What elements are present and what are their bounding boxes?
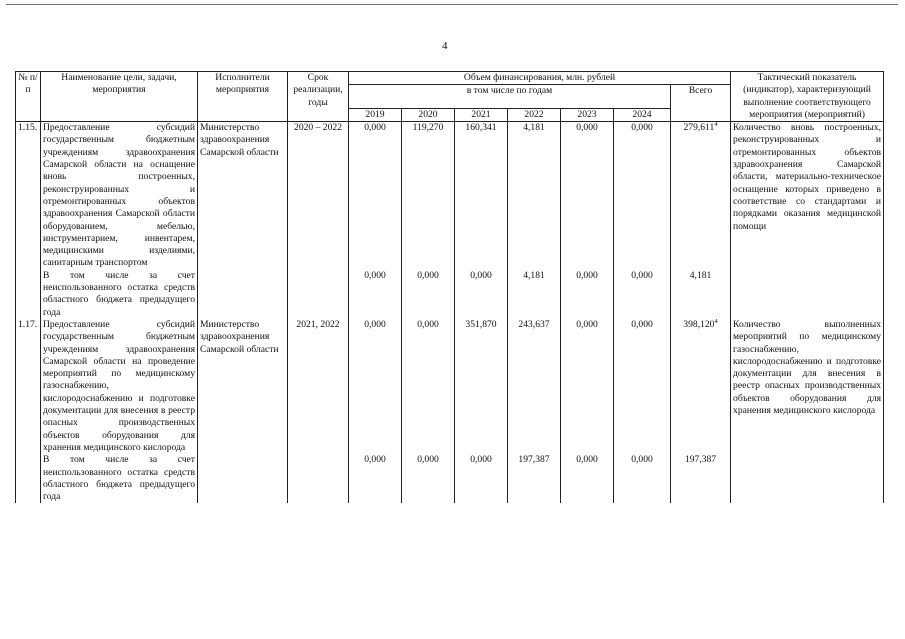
header-financing: Объем финансирования, млн. рублей bbox=[349, 72, 731, 85]
header-name: Наименование цели, задачи, мероприятия bbox=[41, 72, 198, 122]
row-value-2021: 0,000 bbox=[455, 454, 508, 503]
row-name: В том числе за счет неиспользованного остатка средств областного бюджета предыдущего года bbox=[41, 270, 198, 319]
header-executor: Исполнители мероприятия bbox=[198, 72, 288, 122]
row-value-2024: 0,000 bbox=[614, 319, 671, 454]
row-num: 1.17. bbox=[16, 319, 41, 454]
row-value-2024: 0,000 bbox=[614, 454, 671, 503]
row-total-value: 398,120 bbox=[683, 318, 715, 330]
row-indicator: Количество вновь построенных, реконструированных и отремонтированных объектов здравоохранения Самарской области, материально-техническое оснащение которых приведено в соответствие со стандартами и порядками оказания медицинской помощи bbox=[731, 122, 884, 270]
row-total bbox=[671, 270, 731, 319]
row-value-2019: 0,000 bbox=[349, 270, 402, 319]
header-year-2019: 2019 bbox=[349, 108, 402, 121]
row-executor: Министерство здравоохранения Самарской области bbox=[198, 122, 288, 270]
row-executor: Министерство здравоохранения Самарской области bbox=[198, 319, 288, 454]
row-indicator bbox=[731, 270, 884, 319]
row-num bbox=[16, 270, 41, 319]
row-name: Предоставление субсидий государственным бюджетным учреждениям здравоохранения Самарской области на оснащение вновь построенных, реконструированных и отремонтированных объектов здравоохранения Самарской области оборудованием, мебелью, инструментарием, инвентарем, медицинскими изделиями, санитарным транспортом bbox=[41, 122, 198, 270]
row-value-2023: 0,000 bbox=[561, 122, 614, 270]
row-value-2019: 0,000 bbox=[349, 319, 402, 454]
row-executor bbox=[198, 270, 288, 319]
header-total: Всего bbox=[671, 85, 731, 122]
row-value-2022: 197,387 bbox=[508, 454, 561, 503]
row-value-2021: 351,870 bbox=[455, 319, 508, 454]
row-value-2019: 0,000 bbox=[349, 122, 402, 270]
header-indicator: Тактический показатель (индикатор), характеризующий выполнение соответствующего мероприятия (мероприятий) bbox=[731, 72, 884, 122]
row-term bbox=[288, 454, 349, 503]
row-term: 2021, 2022 bbox=[288, 319, 349, 454]
row-total bbox=[671, 319, 731, 454]
row-total bbox=[671, 122, 731, 270]
header-year-2024: 2024 bbox=[614, 108, 671, 121]
header-num: № п/п bbox=[16, 72, 41, 122]
row-value-2021: 160,341 bbox=[455, 122, 508, 270]
row-num bbox=[16, 454, 41, 503]
header-term: Срок реализации, годы bbox=[288, 72, 349, 122]
table-row bbox=[16, 319, 884, 454]
header-by-years: в том числе по годам bbox=[349, 85, 671, 109]
header-year-2023: 2023 bbox=[561, 108, 614, 121]
footnote-mark: 4 bbox=[714, 317, 718, 325]
row-total-value: 197,387 bbox=[684, 454, 717, 466]
row-term: 2020 – 2022 bbox=[288, 122, 349, 270]
financing-table bbox=[15, 71, 884, 503]
row-name: В том числе за счет неиспользованного остатка средств областного бюджета предыдущего года bbox=[41, 454, 198, 503]
row-total-value: 4,181 bbox=[689, 269, 712, 281]
row-value-2024: 0,000 bbox=[614, 270, 671, 319]
page-number: 4 bbox=[442, 40, 448, 52]
row-value-2023: 0,000 bbox=[561, 454, 614, 503]
table-row bbox=[16, 122, 884, 270]
row-num: 1.15. bbox=[16, 122, 41, 270]
row-value-2023: 0,000 bbox=[561, 319, 614, 454]
row-name: Предоставление субсидий государственным бюджетным учреждениям здравоохранения Самарской области на проведение мероприятий по медицинскому газоснабжению, кислородоснабжению и подготовке документации для внесения в реестр опасных производственных объектов оборудования для хранения медицинского кислорода bbox=[41, 319, 198, 454]
row-value-2020: 0,000 bbox=[402, 270, 455, 319]
row-value-2020: 0,000 bbox=[402, 454, 455, 503]
row-value-2022: 4,181 bbox=[508, 270, 561, 319]
table-row bbox=[16, 270, 884, 319]
row-value-2020: 0,000 bbox=[402, 319, 455, 454]
row-value-2024: 0,000 bbox=[614, 122, 671, 270]
row-value-2022: 4,181 bbox=[508, 122, 561, 270]
row-indicator bbox=[731, 454, 884, 503]
row-value-2022: 243,637 bbox=[508, 319, 561, 454]
row-indicator: Количество выполненных мероприятий по медицинскому газоснабжению, кислородоснабжению и подготовке документации для внесения в реестр опасных производственных объектов оборудования для хранения медицинского кислорода bbox=[731, 319, 884, 454]
row-value-2023: 0,000 bbox=[561, 270, 614, 319]
header-year-2020: 2020 bbox=[402, 108, 455, 121]
row-executor bbox=[198, 454, 288, 503]
row-total-value: 279,611 bbox=[683, 122, 715, 134]
table-row bbox=[16, 454, 884, 503]
row-value-2019: 0,000 bbox=[349, 454, 402, 503]
row-total bbox=[671, 454, 731, 503]
row-value-2021: 0,000 bbox=[455, 270, 508, 319]
footnote-mark: 4 bbox=[714, 121, 718, 128]
scan-edge-line bbox=[6, 4, 898, 5]
row-value-2020: 119,270 bbox=[402, 122, 455, 270]
header-year-2021: 2021 bbox=[455, 108, 508, 121]
row-term bbox=[288, 270, 349, 319]
header-year-2022: 2022 bbox=[508, 108, 561, 121]
